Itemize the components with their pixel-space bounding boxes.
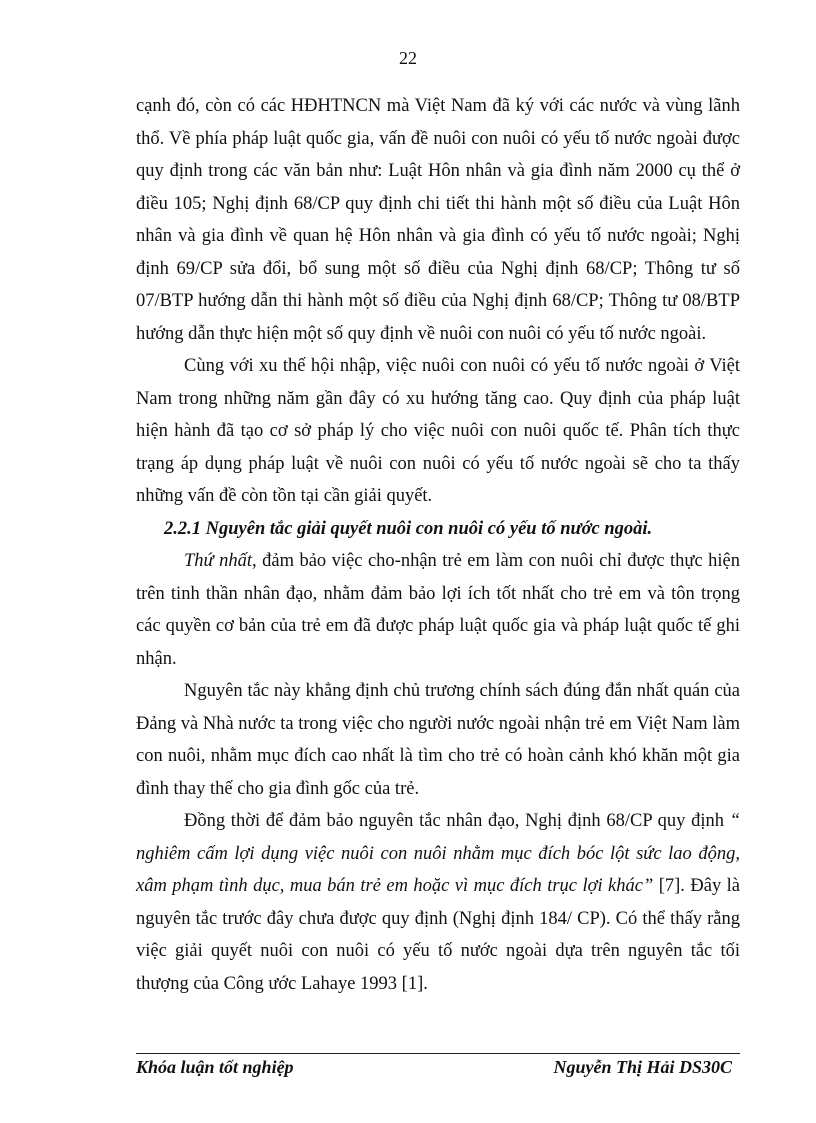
first-principle-lead: Thứ nhất — [184, 551, 253, 571]
paragraph-integration-trend: Cùng với xu thế hội nhập, việc nuôi con nuôi có yếu tố nước ngoài ở Việt Nam trong những năm gần đây có xu hướng tăng cao. Quy định của pháp luật hiện hành đã tạo cơ sở pháp lý cho việc nuôi con nuôi quốc tế. Phân tích thực trạng áp dụng pháp luật về nuôi con nuôi có yếu tố nước ngoài sẽ cho ta thấy những vấn đề còn tồn tại cần giải quyết. — [136, 356, 740, 506]
footer-author: Nguyễn Thị Hải DS30C — [553, 1057, 732, 1077]
page-number: 22 — [399, 48, 417, 68]
page-footer — [136, 1057, 732, 1078]
section-heading: 2.2.1 Nguyên tắc giải quyết nuôi con nuôi có yếu tố nước ngoài. — [164, 518, 653, 539]
decree-quote: “ nghiêm cấm lợi dụng việc nuôi con nuôi nhằm mục đích bóc lột sức lao động, xâm phạm tình dục, mua bán trẻ em hoặc vì mục đích trục lợi khác” — [136, 811, 740, 896]
first-principle-text: , đảm bảo việc cho-nhận trẻ em làm con nuôi chỉ được thực hiện trên tinh thần nhân đạo, nhằm đảm bảo lợi ích tốt nhất cho trẻ em và tôn trọng các quyền cơ bản của trẻ em đã được pháp luật quốc gia và pháp luật quốc tế ghi nhận. — [136, 551, 740, 669]
footer-divider — [136, 1053, 740, 1054]
document-body — [136, 90, 740, 1000]
humanitarian-conclusion: [7]. Đây là nguyên tắc trước đây chưa được quy định (Nghị định 184/ CP). Có thể thấy rằng việc giải quyết nuôi con nuôi có yếu tố nước ngoài dựa trên nguyên tắc tối thượng của Công ước Lahaye 1993 [1]. — [136, 876, 740, 994]
footer-thesis-label: Khóa luận tốt nghiệp — [136, 1057, 294, 1077]
humanitarian-intro: Đồng thời để đảm bảo nguyên tắc nhân đạo, Nghị định 68/CP quy định — [184, 811, 730, 831]
paragraph-first-principle — [136, 545, 740, 675]
paragraph-legal-framework: cạnh đó, còn có các HĐHTNCN mà Việt Nam đã ký với các nước và vùng lãnh thổ. Về phía pháp luật quốc gia, vấn đề nuôi con nuôi có yếu tố nước ngoài được quy định trong các văn bản như: Luật Hôn nhân và gia đình năm 2000 cụ thể ở điều 105; Nghị định 68/CP quy định chi tiết thi hành một số điều của Luật Hôn nhân và gia đình về quan hệ Hôn nhân và gia đình có yếu tố nước ngoài; Nghị định 69/CP sửa đổi, bổ sung một số điều của Nghị định 68/CP; Thông tư số 07/BTP hướng dẫn thi hành một số điều của Nghị định 68/CP; Thông tư 08/BTP hướng dẫn thực hiện một số quy định về nuôi con nuôi có yếu tố nước ngoài. — [136, 96, 740, 344]
paragraph-humanitarian — [136, 805, 740, 1000]
paragraph-policy: Nguyên tắc này khẳng định chủ trương chính sách đúng đắn nhất quán của Đảng và Nhà nước ta trong việc cho người nước ngoài nhận trẻ em Việt Nam làm con nuôi, nhằm mục đích cao nhất là tìm cho trẻ có hoàn cảnh khó khăn một gia đình thay thế cho gia đình gốc của trẻ. — [136, 681, 740, 799]
